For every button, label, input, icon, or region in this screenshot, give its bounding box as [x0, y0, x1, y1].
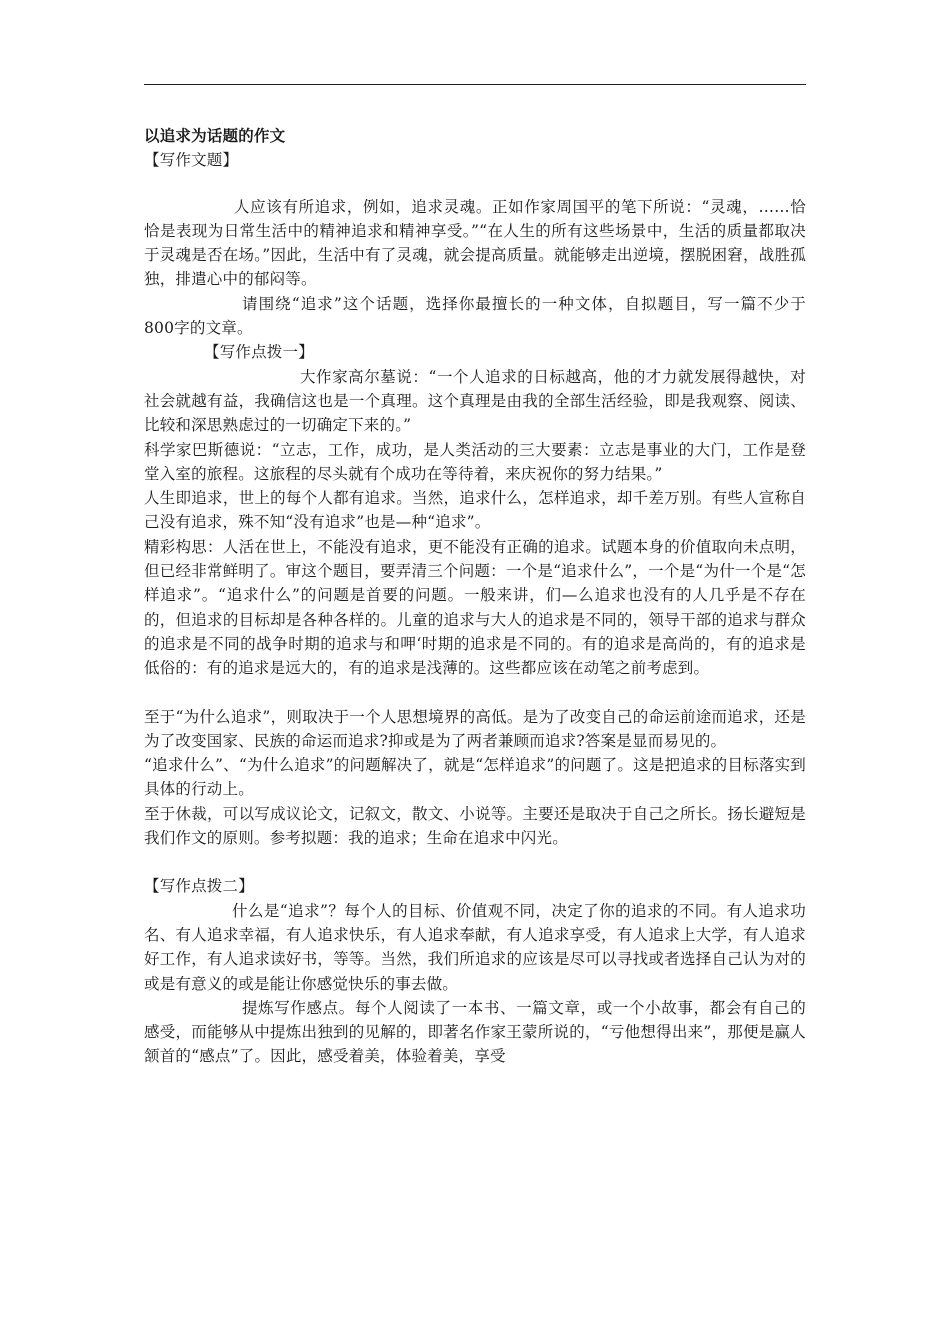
- section-heading-topic: 【写作文题】: [144, 151, 239, 170]
- paragraph-life-pursuit: 人生即追求，世上的每个人都有追求。当然，追求什么，怎样追求，却千差万别。有些人宣称自己没有追求，殊不知“没有追求”也是—种“追求”。: [144, 489, 806, 532]
- paragraph-quote-pasteur: 科学家巴斯德说：“立志，工作，成功，是人类活动的三大要素：立志是事业的大门，工作是登堂入室的旅程。这旅程的尽头就有个成功在等待着，来庆祝你的努力结果。”: [144, 440, 806, 483]
- paragraph-topic-1: 人应该有所追求，例如，追求灵魂。正如作家周国平的笔下所说：“灵魂，……恰恰是表现为日常生活中的精神追求和精神享受。”“在人生的所有这些场景中，生活的质量都取决于灵魂是否在场。”因此，生活中有了灵魂，就会提高质量。就能够走出逆境，摆脱困窘，战胜孤独，排遣心中的郁闷等。: [144, 197, 806, 289]
- spacer: [144, 681, 806, 705]
- paragraph-quote-gorky: 大作家高尔墓说：“一个人追求的日标越高，他的才力就发展得越快，对社会就越有益，我确信这也是一个真理。这个真理是由我的全部生活经验，即是我观察、阅读、比较和深思熟虑过的一切确定下来的。”: [144, 367, 806, 435]
- paragraph-refine-feeling: 提炼写作感点。每个人阅读了一本书、一篇文章，或一个小故事，都会有自己的感受，而能够从中提炼出独到的见解的，即著名作家王蒙所说的，“亏他想得出来”，那便是赢人颔首的“感点”了。因此，感受着美，体验着美，享受: [144, 998, 806, 1066]
- paragraph-idea: 精彩构思：人活在世上，不能没有追求，更不能没有正确的追求。试题本身的价值取向未点明，但已经非常鲜明了。审这个题目，要弄清三个问题：一个是“追求什么”，一个是“为什一个是“怎样追求”。“追求什么”的问题是首要的问题。一般来讲，们—么追求也没有的人几乎是不存在的，但追求的目标却是各种各样的。儿童的追求与大人的追求是不同的，领导干部的追求与群众的追求是不同的战争时期的追求与和呷‘时期的追求是不同的。有的追求是高尚的，有的追求是低俗的：有的追求是远大的，有的追求是浅薄的。这些都应该在动笔之前考虑到。: [144, 537, 806, 678]
- paragraph-why: 至于“为什么追求”，则取决于一个人思想境界的高低。是为了改变自己的命运前途而追求，还是为了改变国家、民族的命运而追求?抑或是为了两者兼顾而追求?答案是显而易见的。: [144, 707, 806, 750]
- section-heading-tip-1: 【写作点拨一】: [204, 343, 314, 362]
- paragraph-topic-2: 请围绕“追求”这个话题，选择你最擅长的一种文体，自拟题目，写一篇不少于800字的文章。: [144, 294, 806, 338]
- paragraph-genre: 至于休裁，可以写成议论文，记叙文，散文、小说等。主要还是取决于自己之所长。扬长避短是我们作文的原则。参考拟题：我的追求；生命在追求中闪光。: [144, 804, 806, 848]
- document-title: 以追求为话题的作文: [144, 126, 286, 145]
- spacer: [144, 850, 806, 874]
- section-heading-tip-2: 【写作点拨二】: [144, 877, 254, 896]
- paragraph-what-is-pursuit: 什么是“追求”？每个人的目标、价值观不同，决定了你的追求的不同。有人追求功名、有人追求幸福，有人追求快乐，有人追求奉献，有人追求享受，有人追求上大学，有人追求好工作，有人追求读好书，等等。当然，我们所追求的应该是尽可以寻找或者选择自己认为对的或是有意义的或是能让你感觉快乐的事去做。: [144, 901, 806, 993]
- document-body: [144, 124, 806, 1069]
- header-rule: [144, 84, 806, 85]
- paragraph-how: “追求什么”、“为什么追求”的问题解决了，就是“怎样追求”的问题了。这是把追求的目标落实到具体的行动上。: [144, 756, 806, 799]
